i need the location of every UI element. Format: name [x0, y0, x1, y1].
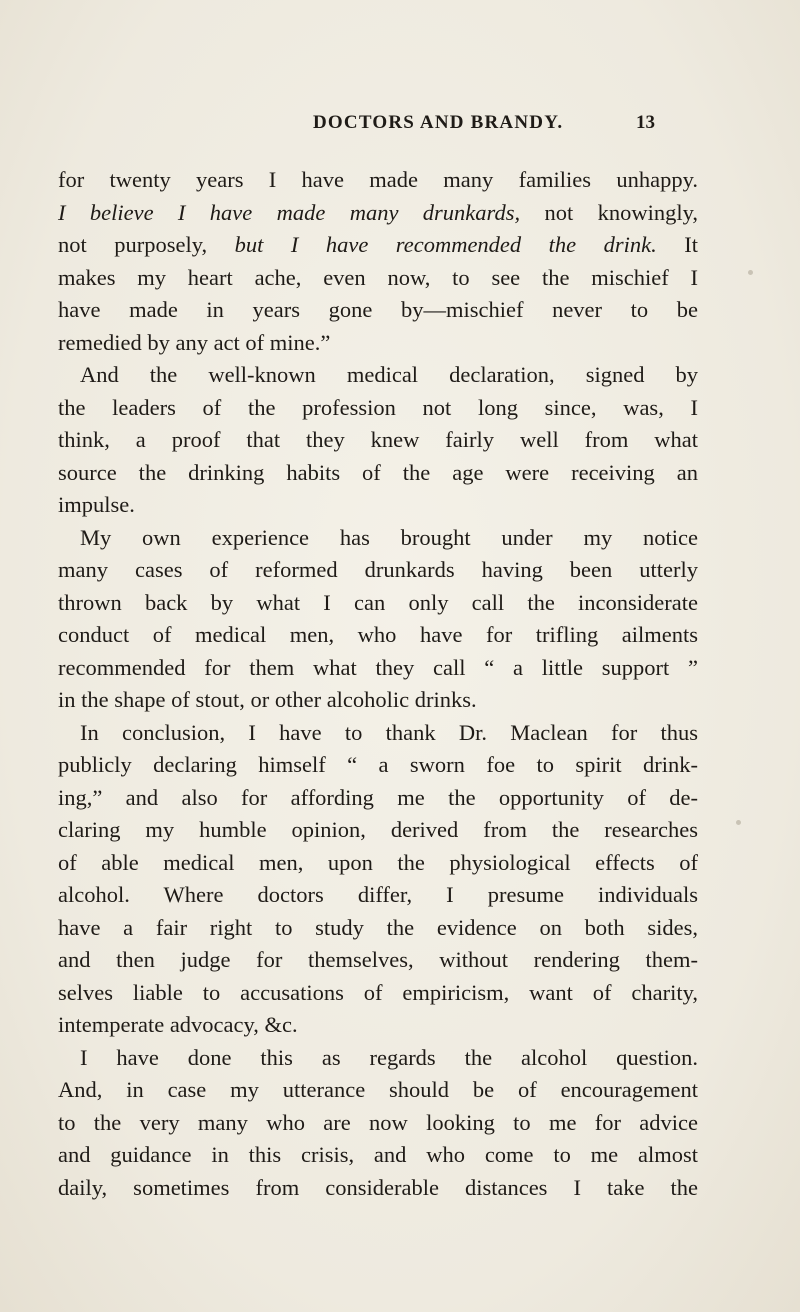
- text-line: intemperate advocacy, &c.: [58, 1012, 298, 1037]
- text-line: conduct of medical men, who have for trifling ailments: [58, 622, 698, 647]
- paragraph-start-line: My own experience has brought under my notice: [80, 524, 698, 550]
- running-head: [0, 112, 800, 136]
- paragraph-start-line: And the well-known medical declaration, signed by: [80, 362, 698, 387]
- text-line: think, a proof that they knew fairly well from what: [58, 427, 698, 452]
- paragraph-start-line: In conclusion, I have to thank Dr. Maclean for thus: [80, 719, 698, 745]
- body-text: [58, 164, 698, 1204]
- paragraph-start-line: I have done this as regards the alcohol question.: [80, 1044, 698, 1070]
- text-line: claring my humble opinion, derived from the researches: [58, 817, 698, 842]
- text-fragment: not purposely,: [58, 232, 235, 257]
- text-line: to the very many who are now looking to me for advice: [58, 1109, 698, 1135]
- text-line: ing,” and also for affording me the opportunity of de-: [58, 784, 698, 810]
- text-fragment: It: [656, 232, 698, 257]
- text-line: makes my heart ache, even now, to see the mischief I: [58, 264, 698, 290]
- text-line: thrown back by what I can only call the inconsiderate: [58, 589, 698, 615]
- text-line: selves liable to accusations of empiricism, want of charity,: [58, 979, 698, 1005]
- text-line: [58, 229, 698, 262]
- text-line: impulse.: [58, 492, 135, 517]
- text-line: recommended for them what they call “ a little support ”: [58, 654, 698, 680]
- text-line: [58, 197, 698, 230]
- italic-phrase: I believe I have made many drunkards,: [58, 199, 521, 225]
- text-line: have made in years gone by—mischief never to be: [58, 297, 698, 322]
- text-line: publicly declaring himself “ a sworn foe to spirit drink-: [58, 752, 698, 777]
- text-line: in the shape of stout, or other alcoholic drinks.: [58, 687, 477, 712]
- text-line: And, in case my utterance should be of encouragement: [58, 1077, 698, 1102]
- text-line: and guidance in this crisis, and who come to me almost: [58, 1142, 698, 1167]
- text-line: and then judge for themselves, without rendering them-: [58, 947, 698, 972]
- page-number: 13: [636, 112, 655, 133]
- italic-phrase: but I have recommended the drink.: [234, 232, 657, 257]
- paper-speck: [748, 270, 753, 275]
- text-line: source the drinking habits of the age were receiving an: [58, 459, 698, 485]
- text-line: alcohol. Where doctors differ, I presume individuals: [58, 882, 698, 907]
- text-line: many cases of reformed drunkards having been utterly: [58, 557, 698, 582]
- text-fragment: not knowingly,: [520, 199, 698, 225]
- text-line: have a fair right to study the evidence on both sides,: [58, 914, 698, 940]
- text-line: of able medical men, upon the physiological effects of: [58, 849, 698, 875]
- paper-speck: [736, 820, 741, 825]
- text-line: the leaders of the profession not long since, was, I: [58, 394, 698, 420]
- running-title: DOCTORS AND BRANDY.: [313, 112, 564, 133]
- text-line: remedied by any act of mine.”: [58, 329, 331, 355]
- text-line: daily, sometimes from considerable distances I take the: [58, 1174, 698, 1200]
- text-line: for twenty years I have made many families unhappy.: [58, 167, 698, 192]
